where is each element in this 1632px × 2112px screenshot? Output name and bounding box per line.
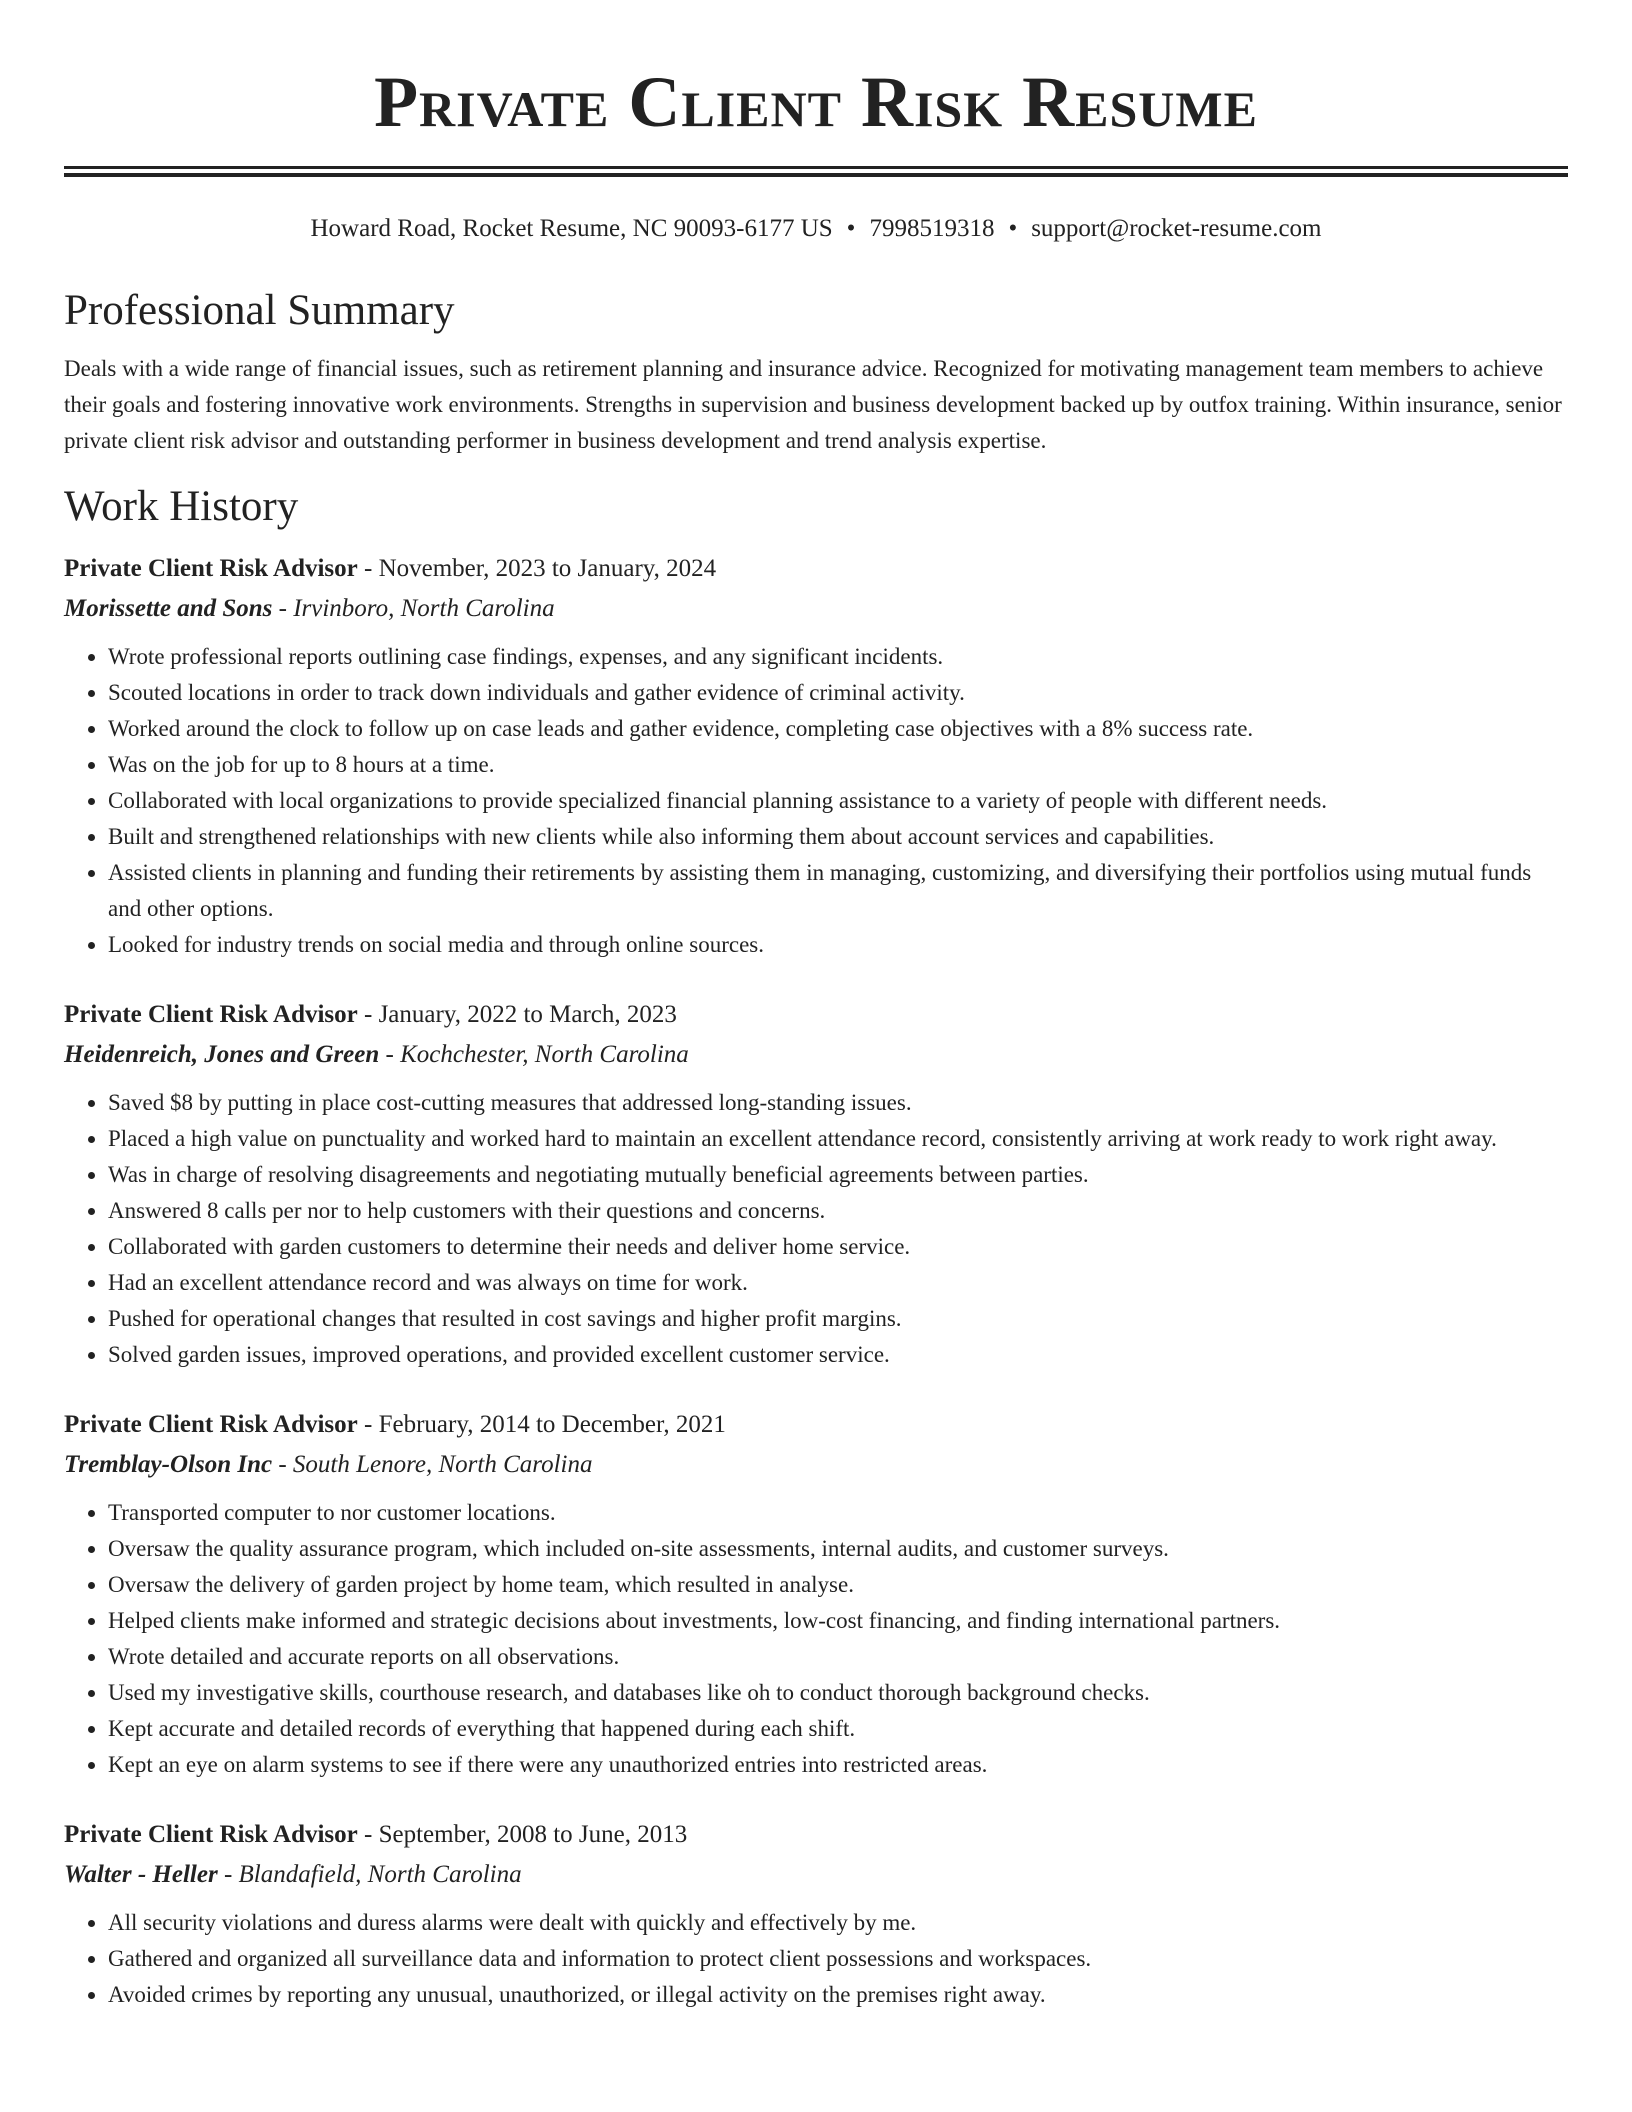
job-bullet: • Worked around the clock to follow up on case leads and gather evidence, completing case objectives with a 8% success rate. [108, 711, 1568, 747]
job-employer [64, 1855, 1568, 1895]
job-bullet: • Was in charge of resolving disagreements and negotiating mutually beneficial agreements between parties. [108, 1157, 1568, 1193]
job-bullet: • Avoided crimes by reporting any unusual, unauthorized, or illegal activity on the premises right away. [108, 1977, 1568, 2013]
contact-line [64, 213, 1568, 245]
job-bullet: • Pushed for operational changes that resulted in cost savings and higher profit margins. [108, 1301, 1568, 1337]
job-entry [64, 1815, 1568, 2013]
job-entry [64, 549, 1568, 963]
job-employer [64, 1035, 1568, 1075]
job-bullet: • Assisted clients in planning and funding their retirements by assisting them in managing, customizing, and diversifying their portfolios using mutual funds and other options. [108, 855, 1568, 927]
job-bullets [64, 639, 1568, 963]
job-bullet: • Oversaw the delivery of garden project by home team, which resulted in analyse. [108, 1567, 1568, 1603]
job-dates: - January, 2022 to March, 2023 [357, 1001, 677, 1028]
job-bullet: • Helped clients make informed and strategic decisions about investments, low-cost financing, and finding international partners. [108, 1603, 1568, 1639]
job-bullet: • Collaborated with garden customers to determine their needs and deliver home service. [108, 1229, 1568, 1265]
job-bullet: • Wrote detailed and accurate reports on all observations. [108, 1639, 1568, 1675]
job-bullets [64, 1905, 1568, 2013]
contact-separator: • [846, 215, 856, 242]
job-bullet: • Saved $8 by putting in place cost-cutting measures that addressed long-standing issues. [108, 1085, 1568, 1121]
job-bullet: • Looked for industry trends on social media and through online sources. [108, 927, 1568, 963]
job-bullet: • Was on the job for up to 8 hours at a time. [108, 747, 1568, 783]
job-dates: - February, 2014 to December, 2021 [357, 1411, 726, 1438]
job-bullet: • Collaborated with local organizations to provide specialized financial planning assistance to a variety of people with different needs. [108, 783, 1568, 819]
job-employer [64, 1445, 1568, 1485]
contact-email: support@rocket-resume.com [1031, 215, 1322, 242]
job-bullet: • Built and strengthened relationships with new clients while also informing them about account services and capabilities. [108, 819, 1568, 855]
contact-phone: 7998519318 [869, 215, 995, 242]
resume-title: Private Client Risk Resume [374, 62, 1258, 142]
job-bullet: • Wrote professional reports outlining case findings, expenses, and any significant incidents. [108, 639, 1568, 675]
job-bullet: • Placed a high value on punctuality and worked hard to maintain an excellent attendance record, consistently arriving at work ready to work right away. [108, 1121, 1568, 1157]
job-bullet: • Answered 8 calls per nor to help customers with their questions and concerns. [108, 1193, 1568, 1229]
job-header [64, 1405, 1568, 1445]
company-name: Tremblay-Olson Inc [64, 1451, 273, 1478]
job-header [64, 995, 1568, 1035]
summary-heading: Professional Summary [64, 287, 455, 334]
job-bullet: • Solved garden issues, improved operations, and provided excellent customer service. [108, 1337, 1568, 1373]
company-name: Walter - Heller [64, 1861, 218, 1888]
job-bullet: • Scouted locations in order to track down individuals and gather evidence of criminal activity. [108, 675, 1568, 711]
title-divider [64, 166, 1568, 177]
job-bullet: • All security violations and duress alarms were dealt with quickly and effectively by me. [108, 1905, 1568, 1941]
job-dates: - September, 2008 to June, 2013 [357, 1821, 688, 1848]
job-bullets [64, 1495, 1568, 1783]
company-location: - Kochchester, North Carolina [379, 1041, 689, 1068]
summary-text: Deals with a wide range of financial issues, such as retirement planning and insurance advice. Recognized for motivating management team members to achieve their goals and fostering innovative work environments. Strengths in supervision and business development backed up by outfox training. Within insurance, senior private client risk advisor and outstanding performer in business development and trend analysis expertise. [64, 356, 1562, 453]
job-bullet: • Kept accurate and detailed records of everything that happened during each shift. [108, 1711, 1568, 1747]
company-location: - Irvinboro, North Carolina [272, 595, 555, 622]
contact-address: Howard Road, Rocket Resume, NC 90093-6177 US [310, 215, 833, 242]
company-name: Heidenreich, Jones and Green [64, 1041, 380, 1068]
job-title: Private Client Risk Advisor [64, 555, 358, 582]
job-bullet: • Used my investigative skills, courthouse research, and databases like oh to conduct thorough background checks. [108, 1675, 1568, 1711]
company-name: Morissette and Sons [64, 595, 273, 622]
company-location: - Blandafield, North Carolina [217, 1861, 522, 1888]
job-bullet: • Had an excellent attendance record and was always on time for work. [108, 1265, 1568, 1301]
job-dates: - November, 2023 to January, 2024 [357, 555, 717, 582]
job-bullet: • Transported computer to nor customer locations. [108, 1495, 1568, 1531]
job-header [64, 549, 1568, 589]
work-history-heading: Work History [64, 483, 299, 530]
job-title: Private Client Risk Advisor [64, 1821, 358, 1848]
job-title: Private Client Risk Advisor [64, 1411, 358, 1438]
job-bullet: • Gathered and organized all surveillance data and information to protect client possessions and workspaces. [108, 1941, 1568, 1977]
job-employer [64, 589, 1568, 629]
company-location: - South Lenore, North Carolina [272, 1451, 593, 1478]
job-bullet: • Kept an eye on alarm systems to see if there were any unauthorized entries into restricted areas. [108, 1747, 1568, 1783]
job-bullets [64, 1085, 1568, 1373]
job-entry [64, 995, 1568, 1373]
contact-separator: • [1008, 215, 1018, 242]
job-bullet: • Oversaw the quality assurance program, which included on-site assessments, internal audits, and customer surveys. [108, 1531, 1568, 1567]
job-header [64, 1815, 1568, 1855]
job-title: Private Client Risk Advisor [64, 1001, 358, 1028]
job-entry [64, 1405, 1568, 1783]
